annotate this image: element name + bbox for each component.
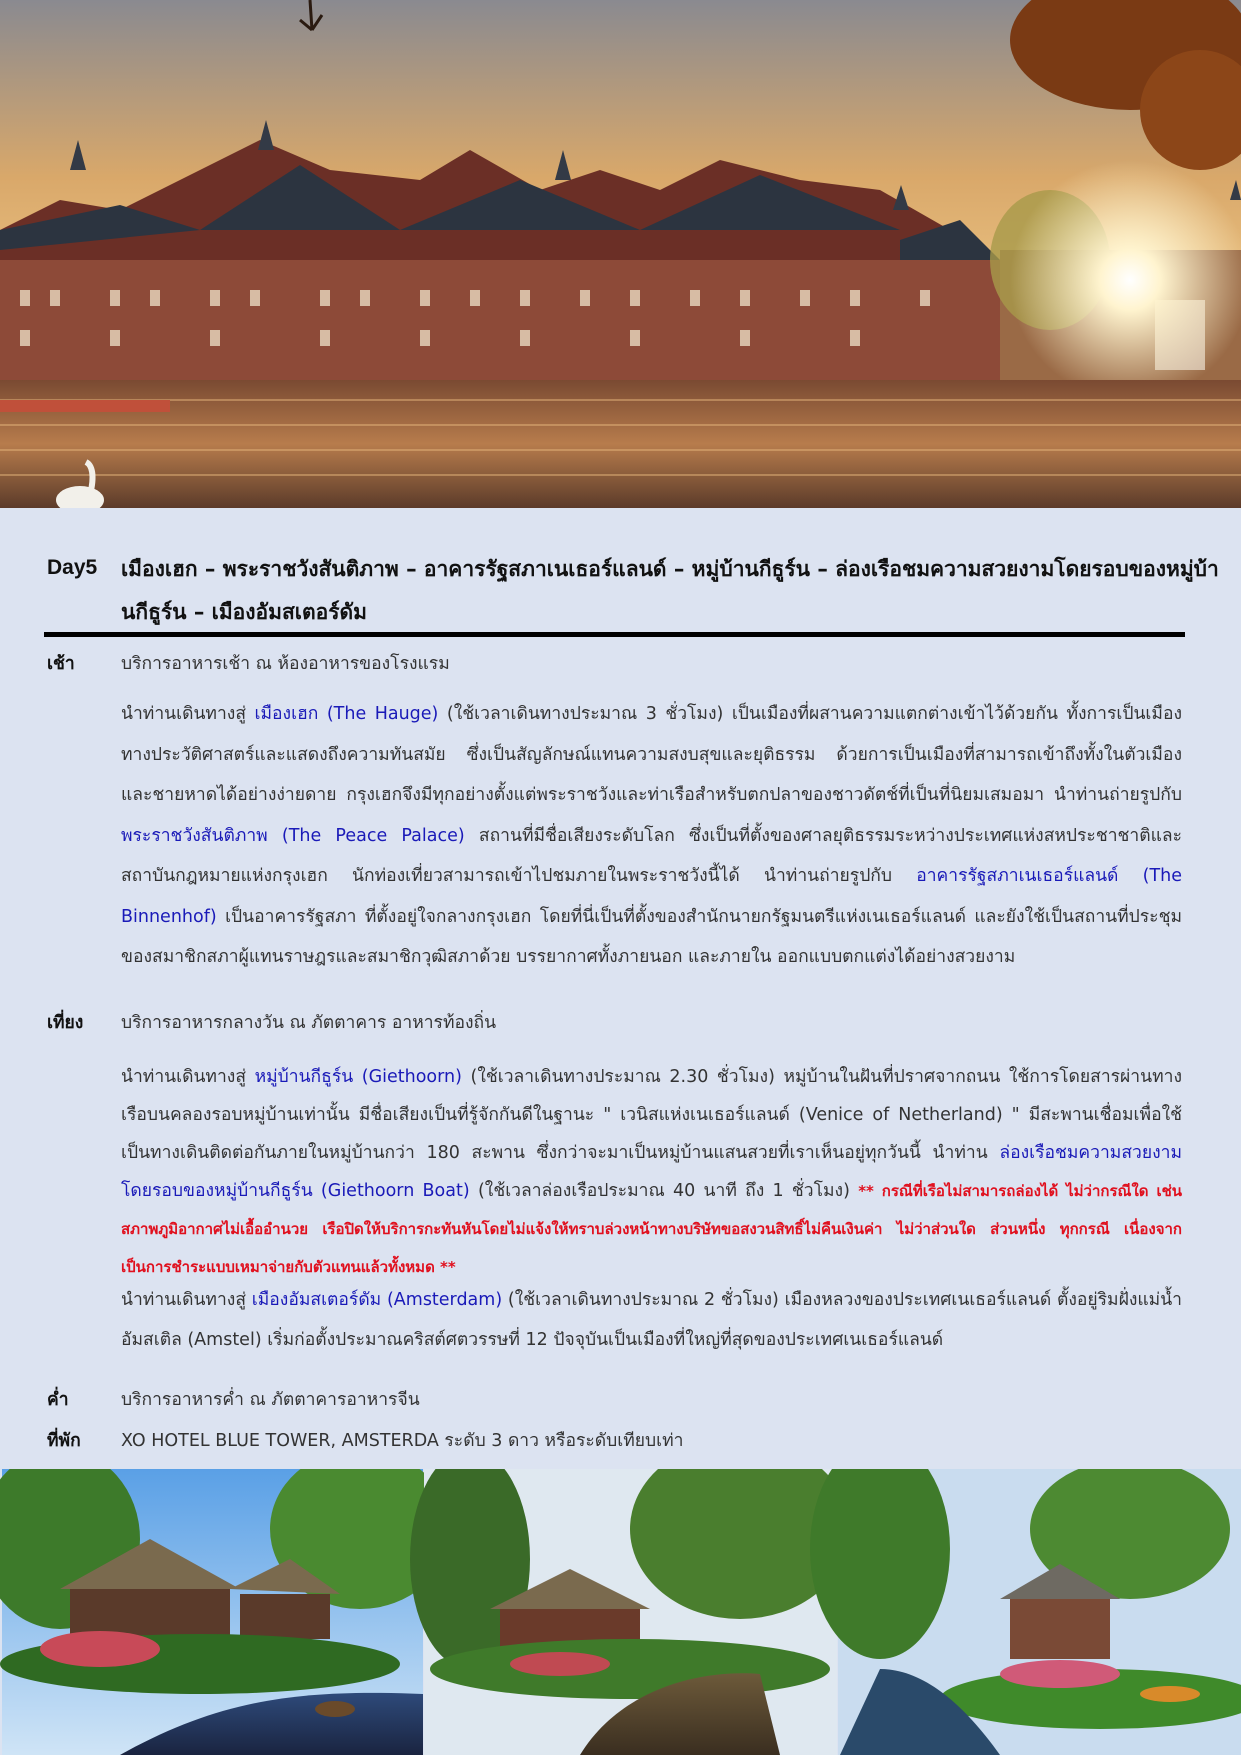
amsterdam-paragraph bbox=[121, 1280, 1182, 1360]
amsterdam-link: เมืองอัมสเตอร์ดัม (Amsterdam) bbox=[251, 1290, 503, 1310]
para-text: นำท่านเดินทางสู่ bbox=[121, 1067, 255, 1087]
giethoorn-photo-strip bbox=[0, 1469, 1241, 1755]
dinner-label: ค่ำ bbox=[47, 1390, 69, 1410]
hague-link: เมืองเฮก (The Hauge) bbox=[254, 704, 439, 724]
hotel-label: ที่พัก bbox=[47, 1431, 81, 1451]
day-label: Day5 bbox=[47, 556, 98, 579]
para-text: (ใช้เวลาเดินทางประมาณ 3 ชั่วโมง) เป็นเมืองที่ผสานความแตกต่างเข้าไว้ด้วยกัน ทั้งการเป็นเมืองทางประวัติศาสตร์และแสดงถึงความทันสมัย ซึ่งเป็นสัญลักษณ์แทนความสงบสุขและยุติธรรม ด้วยการเป็นเมืองที่สามารถเข้าถึงทั้งในตัวเมืองและชายหาดได้อย่างง่ายดาย กรุงเฮกจึงมีทุกอย่างตั้งแต่พระราชวังและท่าเรือสำหรับตกปลาของชาวดัตช์ที่เป็นที่นิยมเสมอมา นำท่านถ่ายรูปกับ bbox=[121, 704, 1183, 805]
giethoorn-photo-3 bbox=[810, 1469, 1241, 1755]
giethoorn-paragraph bbox=[121, 1058, 1182, 1286]
giethoorn-link: หมู่บ้านกีธูร์น (Giethoorn) bbox=[254, 1067, 462, 1087]
hague-paragraph bbox=[121, 694, 1182, 978]
breakfast-label: เช้า bbox=[47, 654, 75, 674]
day-title: เมืองเฮก – พระราชวังสันติภาพ – อาคารรัฐสภาเนเธอร์แลนด์ – หมู่บ้านกีธูร์น – ล่องเรือชมความสวยงามโดยรอบของหมู่บ้านกีธูร์น – เมืองอัมสเตอร์ดัม bbox=[121, 557, 1219, 624]
para-text: นำท่านเดินทางสู่ bbox=[121, 704, 255, 724]
hotel-text: XO HOTEL BLUE TOWER, AMSTERDA ระดับ 3 ดาว หรือระดับเทียบเท่า bbox=[121, 1431, 684, 1451]
header-divider bbox=[44, 632, 1185, 637]
para-text: เป็นอาคารรัฐสภา ที่ตั้งอยู่ใจกลางกรุงเฮก โดยที่นี่เป็นที่ตั้งของสำนักนายกรัฐมนตรีแห่งเนเธอร์แลนด์ และยังใช้เป็นสถานที่ประชุมของสมาชิกสภาผู้แทนราษฎรและสมาชิกวุฒิสภาด้วย บรรยากาศทั้งภายนอก และภายใน ออกแบบตกแต่งได้อย่างสวยงาม bbox=[121, 906, 1182, 967]
lunch-label: เที่ยง bbox=[47, 1013, 84, 1033]
para-text: (ใช้เวลาล่องเรือประมาณ 40 นาที ถึง 1 ชั่วโมง) bbox=[469, 1181, 859, 1201]
breakfast-text: บริการอาหารเช้า ณ ห้องอาหารของโรงแรม bbox=[121, 654, 450, 674]
giethoorn-photo-1 bbox=[0, 1469, 450, 1755]
dinner-text: บริการอาหารค่ำ ณ ภัตตาคารอาหารจีน bbox=[121, 1390, 420, 1410]
para-text: (ใช้เวลาเดินทางประมาณ 2.30 ชั่วโมง) หมู่บ้านในฝันที่ปราศจากถนน ใช้การโดยสารผ่านทางเรือบนคลองรอบหมู่บ้านเท่านั้น มีชื่อเสียงเป็นที่รู้จักกันดีในฐานะ " เวนิสแห่งเนเธอร์แลนด์ (Venice of Netherland) " มีสะพานเชื่อมเพื่อใช้เป็นทางเดินติดต่อกันภายในหมู่บ้านกว่า 180 สะพาน ซึ่งกว่าจะมาเป็นหมู่บ้านแสนสวยที่เราเห็นอยู่ทุกวันนี้ นำท่าน bbox=[121, 1067, 1182, 1163]
boat-warning: ** กรณีที่เรือไม่สามารถล่องได้ ไม่ว่ากรณีใด เช่น สภาพภูมิอากาศไม่เอื้ออำนวย เรือปิดให้บริการกะทันหันโดยไม่แจ้งให้ทราบล่วงหน้าทางบริษัทขอสงวนสิทธิ์ไม่คืนเงินค่า ไม่ว่าส่วนใด ส่วนหนึ่ง ทุกกรณี เนื่องจากเป็นการชำระแบบเหมาจ่ายกับตัวแทนแล้วทั้งหมด ** bbox=[121, 1182, 1183, 1276]
giethoorn-boat-link: ล่องเรือชมความสวยงามโดยรอบของหมู่บ้านกีธูร์น (Giethoorn Boat) bbox=[121, 1143, 1182, 1201]
peace-palace-link: พระราชวังสันติภาพ (The Peace Palace) bbox=[121, 825, 465, 846]
para-text: สถานที่มีชื่อเสียงระดับโลก ซึ่งเป็นที่ตั้งของศาลยุติธรรมระหว่างประเทศแห่งสหประชาชาติและสถาบันกฎหมายแห่งกรุงเฮก นักท่องเที่ยวสามารถเข้าไปชมภายในพระราชวังนี้ได้ นำท่านถ่ายรูปกับ bbox=[121, 825, 1182, 886]
lunch-text: บริการอาหารกลางวัน ณ ภัตตาคาร อาหารท้องถิ่น bbox=[121, 1013, 497, 1033]
giethoorn-photo-2 bbox=[410, 1469, 850, 1755]
para-text: (ใช้เวลาเดินทางประมาณ 2 ชั่วโมง) เมืองหลวงของประเทศเนเธอร์แลนด์ ตั้งอยู่ริมฝั่งแม่น้ำอัมสเติล (Amstel) เริ่มก่อตั้งประมาณคริสต์ศตวรรษที่ 12 ปัจจุบันเป็นเมืองที่ใหญ่ที่สุดของประเทศเนเธอร์แลนด์ bbox=[121, 1290, 1182, 1350]
para-text: นำท่านเดินทางสู่ bbox=[121, 1290, 252, 1310]
hero-photo-binnenhof bbox=[0, 0, 1241, 508]
binnenhof-link: อาคารรัฐสภาเนเธอร์แลนด์ (The Binnenhof) bbox=[121, 866, 1182, 927]
